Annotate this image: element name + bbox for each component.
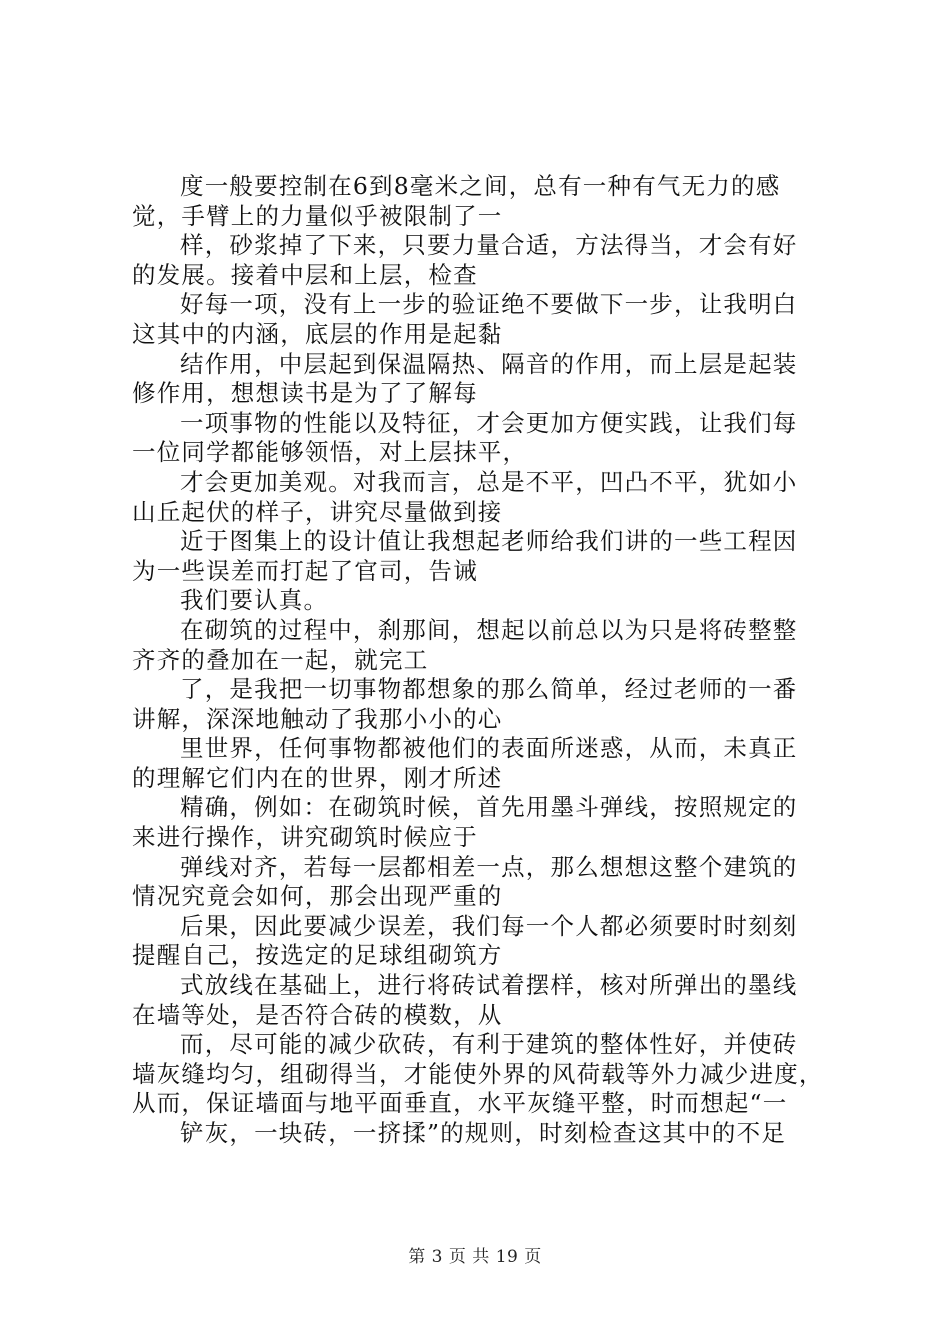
page-number: 第 3 页 共 19 页	[408, 1247, 542, 1267]
page-footer	[0, 1242, 950, 1267]
text-line: 的理解它们内在的世界，刚才所述	[132, 763, 503, 792]
text-line: 而，尽可能的减少砍砖，有利于建筑的整体性好，并使砖	[180, 1030, 798, 1059]
text-line: 讲解，深深地触动了我那小小的心	[132, 704, 503, 733]
text-line: 了，是我把一切事物都想象的那么简单，经过老师的一番	[180, 675, 798, 704]
text-line: 山丘起伏的样子，讲究尽量做到接	[132, 497, 503, 526]
text-line: 齐齐的叠加在一起，就完工	[132, 645, 429, 674]
text-line: 情况究竟会如何，那会出现严重的	[132, 882, 503, 911]
text-line: 精确，例如：在砌筑时候，首先用墨斗弹线，按照规定的	[180, 793, 798, 822]
text-line: 我们要认真。	[180, 586, 329, 615]
text-line: 弹线对齐，若每一层都相差一点，那么想想这整个建筑的	[180, 852, 798, 881]
text-line: 样，砂浆掉了下来，只要力量合适，方法得当，才会有好	[180, 231, 798, 260]
text-line: 一项事物的性能以及特征，才会更加方便实践，让我们每	[180, 408, 798, 437]
document-body	[132, 172, 832, 1149]
text-line: 后果，因此要减少误差，我们每一个人都必须要时时刻刻	[180, 911, 798, 940]
text-line: 好每一项，没有上一步的验证绝不要做下一步，让我明白	[180, 290, 798, 319]
text-line: 从而，保证墙面与地平面垂直，水平灰缝平整，时而想起“一	[132, 1089, 788, 1118]
text-line: 度一般要控制在6到8毫米之间，总有一种有气无力的感	[180, 172, 781, 200]
text-line: 为一些误差而打起了官司，告诫	[132, 556, 478, 585]
text-line: 才会更加美观。对我而言，总是不平，凹凸不平，犹如小	[180, 467, 798, 496]
text-line: 墙灰缝均匀，组砌得当，才能使外界的风荷载等外力减少进度，	[132, 1059, 824, 1088]
text-line: 在墙等处，是否符合砖的模数，从	[132, 1000, 503, 1029]
text-line: 这其中的内涵，底层的作用是起黏	[132, 319, 503, 348]
text-line: 里世界，任何事物都被他们的表面所迷惑，从而，未真正	[180, 734, 798, 763]
text-line: 式放线在基础上，进行将砖试着摆样，核对所弹出的墨线	[180, 971, 798, 1000]
text-line: 在砌筑的过程中，刹那间，想起以前总以为只是将砖整整	[180, 615, 798, 644]
text-line: 铲灰，一块砖，一挤揉”的规则，时刻检查这其中的不足	[180, 1119, 787, 1147]
text-line: 一位同学都能够领悟，对上层抹平，	[132, 438, 528, 467]
text-line: 近于图集上的设计值让我想起老师给我们讲的一些工程因	[180, 527, 798, 556]
text-line: 觉，手臂上的力量似乎被限制了一	[132, 201, 503, 230]
text-line: 的发展。接着中层和上层，检查	[132, 260, 478, 289]
text-line: 提醒自己，按选定的足球组砌筑方	[132, 941, 503, 970]
text-line: 修作用，想想读书是为了了解每	[132, 379, 478, 408]
text-line: 结作用，中层起到保温隔热、隔音的作用，而上层是起装	[180, 349, 798, 378]
text-line: 来进行操作，讲究砌筑时候应于	[132, 823, 478, 852]
